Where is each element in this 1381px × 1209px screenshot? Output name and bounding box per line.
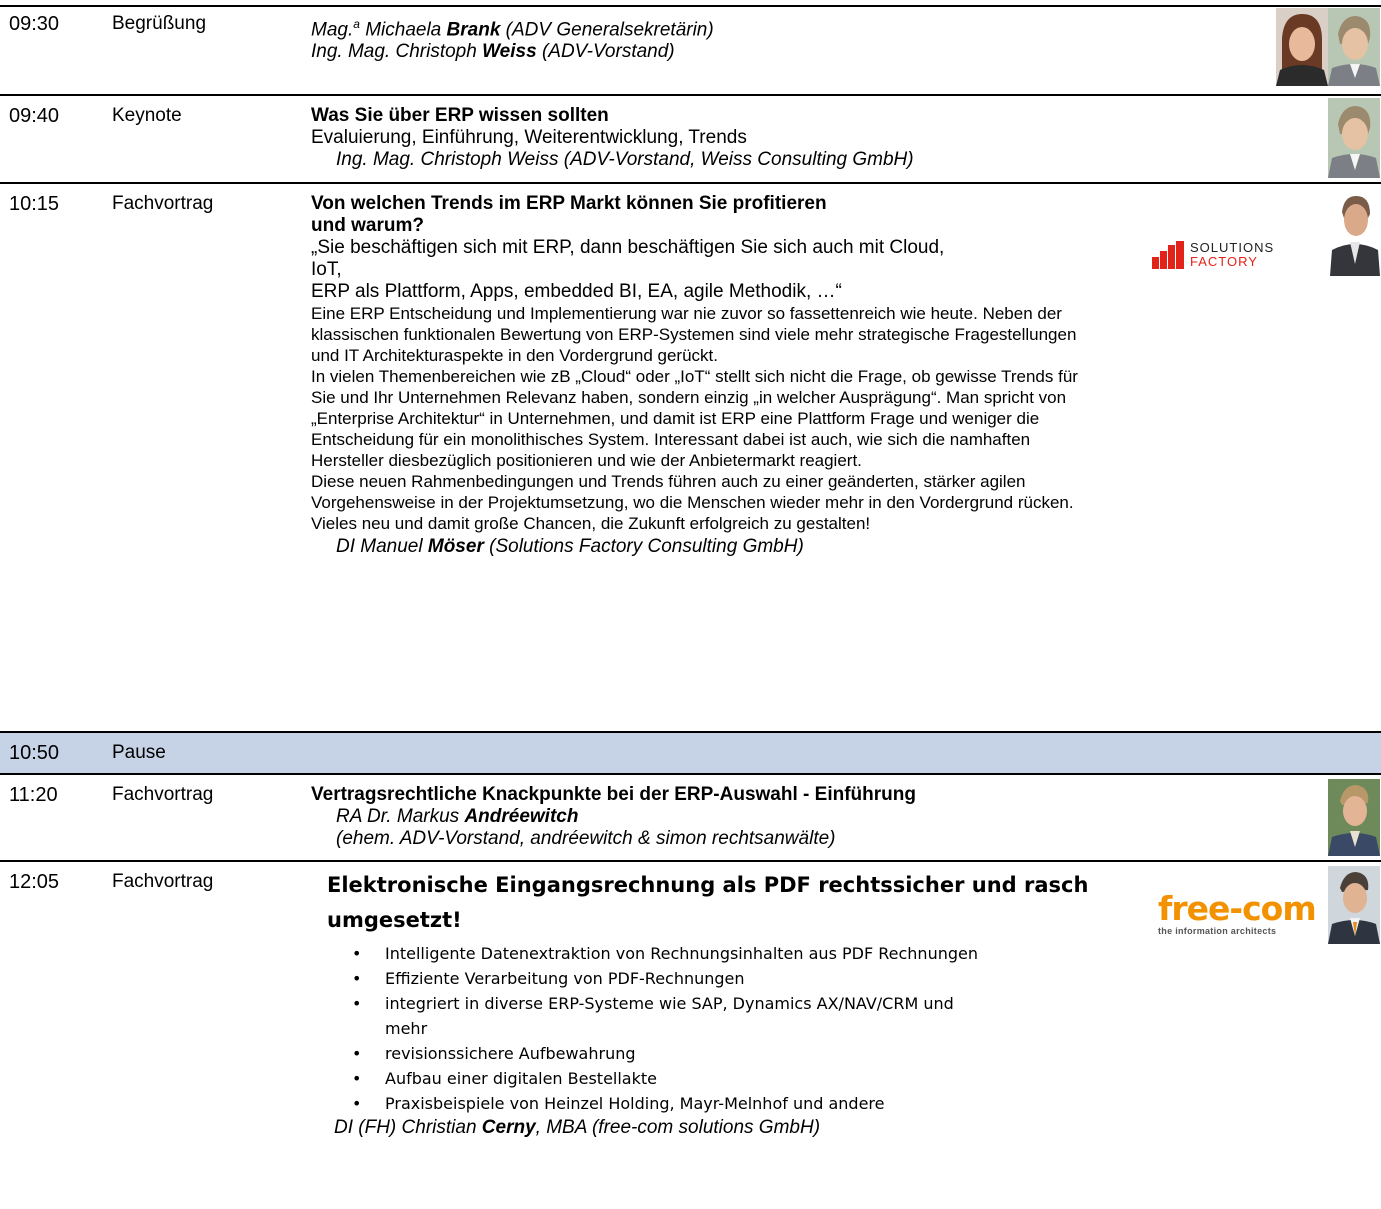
logo-text-line2: FACTORY <box>1190 254 1258 269</box>
speaker-photo-man <box>1328 8 1380 86</box>
feature-continuation-text: mehr <box>385 1019 428 1038</box>
speaker-surname: Cerny <box>481 1117 536 1138</box>
speaker-affiliation: (Solutions Factory Consulting GmbH) <box>483 536 804 557</box>
speaker-line <box>311 536 1141 558</box>
description-paragraph: Diese neuen Rahmenbedingungen und Trends führen auch zu einer geänderten, stärker agilen Vorgehensweise in der Projektumsetzung, wo die Menschen wieder mehr in den Vordergrund rücken. <box>311 472 1074 512</box>
speaker-affiliation: (ADV Generalsekretärin) <box>500 19 714 41</box>
speaker-prefix: DI (FH) Christian <box>334 1117 482 1138</box>
speaker-line: Ing. Mag. Christoph Weiss (ADV-Vorstand, Weiss Consulting GmbH) <box>336 149 914 170</box>
logo-bars-icon <box>1152 241 1184 269</box>
session-time: 09:40 <box>9 105 60 127</box>
speaker-photo-man <box>1330 188 1380 276</box>
session-title: Was Sie über ERP wissen sollten <box>311 105 609 126</box>
session-title-line: umgesetzt! <box>327 908 462 932</box>
speaker-prefix: DI Manuel <box>336 536 428 557</box>
speaker-surname: Andréewitch <box>464 806 579 827</box>
feature-item: • Intelligente Datenextraktion von Rechnungsinhalten aus PDF Rechnungen <box>327 941 1127 966</box>
feature-item: • Aufbau einer digitalen Bestellakte <box>327 1066 1127 1091</box>
session-type: Fachvortrag <box>112 193 214 214</box>
speaker-list <box>311 13 714 63</box>
logo-tagline: the information architects <box>1158 926 1277 936</box>
session-subtitle: Evaluierung, Einführung, Weiterentwicklung, Trends <box>311 127 747 148</box>
speaker-affiliation: (ADV-Vorstand) <box>536 41 675 63</box>
speaker-photo-man <box>1328 98 1380 178</box>
session-description <box>311 303 1081 534</box>
free-com-logo <box>1158 889 1324 938</box>
speaker-photo-man <box>1328 779 1380 856</box>
speaker-photo-man <box>1328 866 1380 944</box>
session-content <box>327 868 1127 1140</box>
session-title-line: und warum? <box>311 215 424 236</box>
description-paragraph: Vieles neu und damit große Chancen, die Zukunft erfolgreich zu gestalten! <box>311 514 871 533</box>
speaker-prefix: Mag. <box>311 19 354 41</box>
session-time: 11:20 <box>9 784 58 806</box>
session-content <box>311 193 1141 558</box>
session-time: 09:30 <box>9 13 60 35</box>
solutions-factory-logo <box>1152 238 1322 272</box>
agenda-row-1120 <box>0 775 1381 860</box>
description-paragraph: In vielen Themenbereichen wie zB „Cloud“ oder „IoT“ stellt sich nicht die Frage, ob gewisse Trends für Sie und Ihr Unternehmen Relevanz haben, sondern einzig „in welcher Ausprägung“. Man spricht von „Enterprise Architektur“ in Unternehmen, und damit ist ERP eine Plattform Frage und weniger die Entscheidung für ein monolithisches System. Interessant dabei ist auch, wie sich die namhaften Hersteller diesbezüglich positionieren und wie der Anbietermarkt reagiert. <box>311 367 1078 470</box>
speaker-line <box>311 41 714 63</box>
speaker-line <box>327 1116 1127 1140</box>
speaker-affiliation: (ehem. ADV-Vorstand, andréewitch & simon rechtsanwälte) <box>336 828 836 849</box>
feature-item: • Praxisbeispiele von Heinzel Holding, Mayr-Melnhof und andere <box>327 1091 1127 1116</box>
agenda-row-0930 <box>0 0 1381 94</box>
agenda-row-1205 <box>0 862 1381 1209</box>
session-type: Fachvortrag <box>112 871 214 892</box>
speaker-surname: Brank <box>446 19 501 41</box>
speaker-line <box>311 806 916 828</box>
session-title-line: Elektronische Eingangsrechnung als PDF rechtssicher und rasch <box>327 873 1089 897</box>
session-type: Pause <box>112 742 166 763</box>
session-content <box>311 105 914 171</box>
feature-item: • integriert in diverse ERP-Systeme wie SAP, Dynamics AX/NAV/CRM und <box>327 991 1127 1016</box>
agenda-row-0940 <box>0 96 1381 182</box>
session-type: Keynote <box>112 105 182 126</box>
description-paragraph: Eine ERP Entscheidung und Implementierung war nie zuvor so fassettenreich wie heute. Neben der klassischen funktionalen Bewertung von ERP-Systemen sind viele mehr strategische Fragestellungen und IT Architekturaspekte in den Vordergrund gerückt. <box>311 304 1077 365</box>
feature-item: • revisionssichere Aufbewahrung <box>327 1041 1127 1066</box>
session-time: 10:50 <box>9 742 60 764</box>
speaker-photo-woman <box>1276 8 1328 86</box>
session-quote-line: ERP als Plattform, Apps, embedded BI, EA, agile Methodik, …“ <box>311 281 842 302</box>
speaker-affiliation: , MBA (free-com solutions GmbH) <box>535 1117 821 1138</box>
logo-wordmark: free-com <box>1158 889 1316 928</box>
session-quote-line: IoT, <box>311 259 342 280</box>
pause-row <box>0 733 1381 773</box>
feature-item-continuation <box>327 1016 1127 1041</box>
feature-item: • Effiziente Verarbeitung von PDF-Rechnungen <box>327 966 1127 991</box>
session-type: Fachvortrag <box>112 784 214 805</box>
speaker-line <box>311 13 714 41</box>
session-quote-line: „Sie beschäftigen sich mit ERP, dann beschäftigen Sie sich auch mit Cloud, <box>311 237 945 258</box>
session-title: Vertragsrechtliche Knackpunkte bei der ERP-Auswahl - Einführung <box>311 784 916 805</box>
session-type: Begrüßung <box>112 13 207 34</box>
speaker-superscript: a <box>353 17 360 31</box>
speaker-prefix: RA Dr. Markus <box>336 806 465 827</box>
speaker-firstname: Michaela <box>359 19 447 41</box>
speaker-surname: Möser <box>427 536 484 557</box>
session-time: 12:05 <box>9 871 60 893</box>
feature-list <box>327 941 1127 1116</box>
speaker-surname: Weiss <box>482 41 537 63</box>
speaker-prefix: Ing. Mag. Christoph <box>311 41 483 63</box>
agenda-row-1015 <box>0 184 1381 730</box>
session-time: 10:15 <box>9 193 60 215</box>
session-title-line: Von welchen Trends im ERP Markt können Sie profitieren <box>311 193 827 214</box>
logo-text-line1: SOLUTIONS <box>1190 240 1275 255</box>
session-content <box>311 784 916 850</box>
